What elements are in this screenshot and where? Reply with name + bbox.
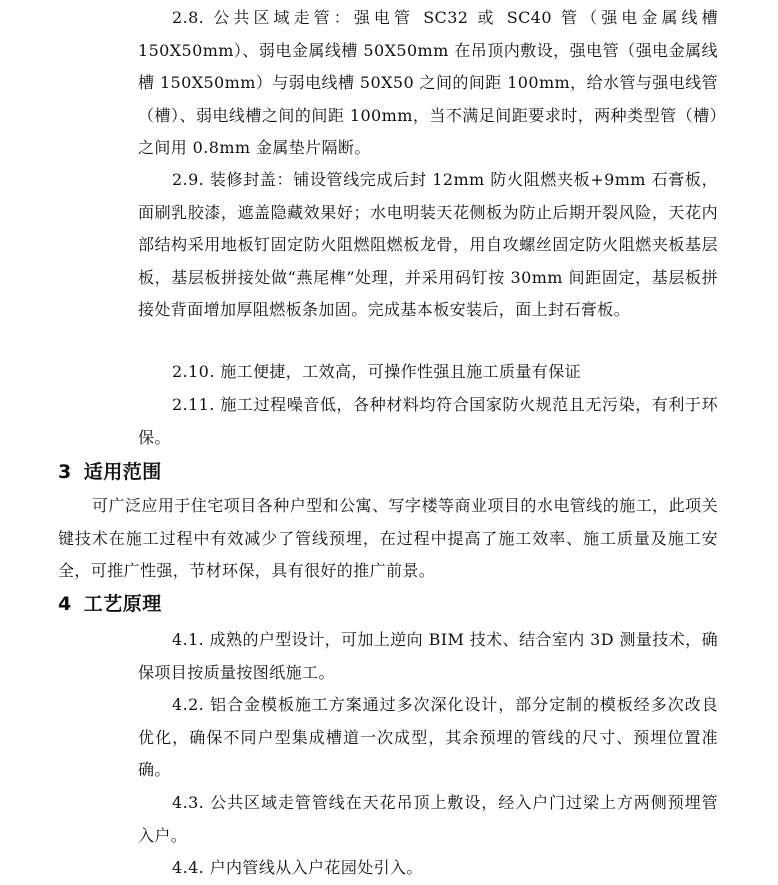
paragraph-4-4: 4.4. 户内管线从入户花园处引入。 bbox=[172, 858, 423, 877]
section-title-3: 适用范围 bbox=[83, 461, 162, 483]
paragraph-2-10: 2.10. 施工便捷，工效高，可操作性强且施工质量有保证 bbox=[172, 362, 581, 381]
paragraph-4-3: 4.3. 公共区域走管管线在天花吊顶上敷设，经入户门过梁上方两侧预埋管入户。 bbox=[138, 793, 718, 845]
section-number-3: 3 bbox=[58, 461, 72, 483]
paragraph-2-8: 2.8. 公共区域走管：强电管 SC32 或 SC40 管（强电金属线槽 150X50mm）、弱电金属线槽 50X50mm 在吊顶内敷设，强电管（强电金属线槽 150X50mm）与弱电线槽 50X50 之间的间距 100mm，给水管与强电线管（槽）、弱电线槽之间的间距 100mm，当不满足间距要求时，两种类型管（槽）之间用 0.8mm 金属垫片隔断。 bbox=[138, 8, 718, 157]
paragraph-4-2: 4.2. 铝合金模板施工方案通过多次深化设计，部分定制的模板经多次改良优化，确保不同户型集成槽道一次成型，其余预埋的管线的尺寸、预埋位置准确。 bbox=[138, 695, 718, 779]
paragraph-2-11: 2.11. 施工过程噪音低，各种材料均符合国家防火规范且无污染，有利于环保。 bbox=[138, 395, 718, 447]
section-number-4: 4 bbox=[58, 593, 72, 615]
section-title-4: 工艺原理 bbox=[83, 593, 162, 615]
section-heading-4 bbox=[58, 590, 162, 618]
paragraph-2-9: 2.9. 装修封盖：铺设管线完成后封 12mm 防火阻燃夹板+9mm 石膏板，面刷乳胶漆，遮盖隐藏效果好；水电明装天花侧板为防止后期开裂风险，天花内部结构采用地板钉固定防火阻燃阻燃板龙骨，用自攻螺丝固定防火阻燃夹板基层板，基层板拼接处做“燕尾榫”处理，并采用码钉按 30mm 间距固定，基层板拼接处背面增加厚阻燃板条加固。完成基本板安装后，面上封石膏板。 bbox=[138, 170, 718, 319]
section-heading-3 bbox=[58, 458, 162, 486]
paragraph-4-1: 4.1. 成熟的户型设计，可加上逆向 BIM 技术、结合室内 3D 测量技术，确保项目按质量按图纸施工。 bbox=[138, 630, 718, 682]
paragraph-3: 可广泛应用于住宅项目各种户型和公寓、写字楼等商业项目的水电管线的施工，此项关键技术在施工过程中有效减少了管线预埋，在过程中提高了施工效率、施工质量及施工安全，可推广性强，节材环保，具有很好的推广前景。 bbox=[58, 496, 718, 580]
